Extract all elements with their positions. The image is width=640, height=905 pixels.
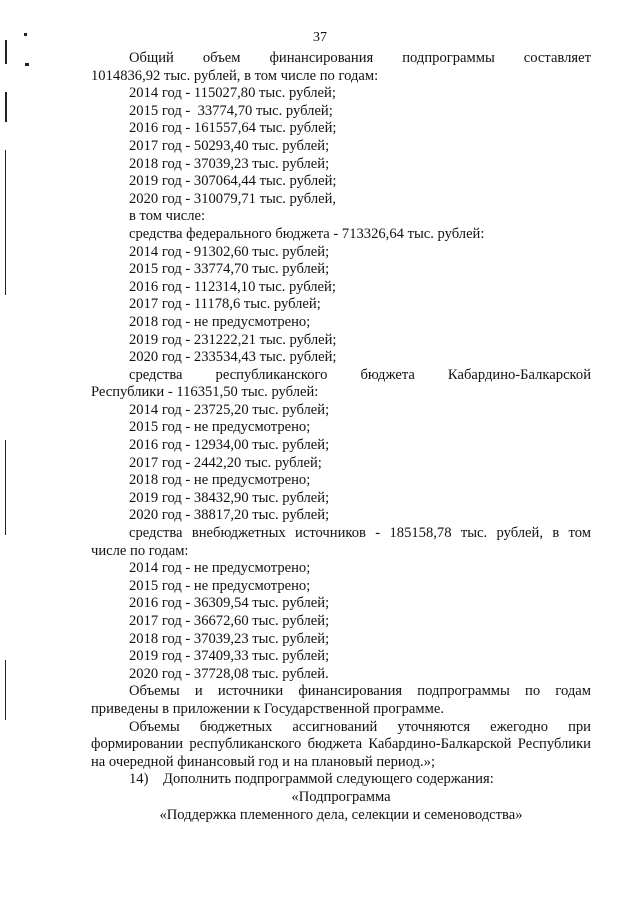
list-item: 2015 год - 33774,70 тыс. рублей;	[129, 261, 330, 278]
list-item: 2014 год - 23725,20 тыс. рублей;	[129, 401, 330, 418]
paragraph-budget-allocations: Объемы бюджетных ассигнований уточняются ежегодно при формировании республиканского бюджета Кабардино-Балкарской Республики на очередной финансовый год и на плановый период.»;	[91, 718, 591, 770]
list-item: 2015 год - не предусмотрено;	[129, 419, 311, 436]
list-item: 2016 год - 36309,54 тыс. рублей;	[129, 595, 330, 612]
republican-heading: Республики - 116351,50 тыс. рублей:	[91, 384, 319, 401]
list-item: 2020 год - 38817,20 тыс. рублей;	[129, 507, 330, 524]
list-item: 2014 год - 115027,80 тыс. рублей;	[129, 85, 336, 102]
item-14: 14) Дополнить подпрограммой следующего содержания:	[129, 771, 494, 788]
list-item: 2019 год - 307064,44 тыс. рублей;	[129, 173, 337, 190]
scan-mark	[5, 92, 7, 122]
list-item: 2014 год - 91302,60 тыс. рублей;	[129, 243, 330, 260]
extrabudgetary-list	[91, 560, 591, 683]
republican-heading: средства республиканского бюджета Кабардино-Балкарской	[129, 366, 591, 383]
list-item: 2020 год - 233534,43 тыс. рублей;	[129, 349, 337, 366]
list-item: 2018 год - 37039,23 тыс. рублей;	[129, 155, 330, 172]
list-item: 2015 год - не предусмотрено;	[129, 577, 311, 594]
list-item: 2014 год - не предусмотрено;	[129, 560, 311, 577]
including-label: в том числе:	[129, 208, 206, 225]
list-item: 2018 год - не предусмотрено;	[129, 472, 311, 489]
list-item: 2019 год - 231222,21 тыс. рублей;	[129, 331, 337, 348]
intro-line: 1014836,92 тыс. рублей, в том числе по годам:	[91, 67, 379, 84]
list-item: 2019 год - 37409,33 тыс. рублей;	[129, 648, 330, 665]
page-number: 37	[313, 30, 327, 45]
list-item: 2016 год - 112314,10 тыс. рублей;	[129, 278, 336, 295]
federal-list	[91, 244, 591, 367]
total-by-year-list	[91, 85, 591, 208]
list-item: 2018 год - не предусмотрено;	[129, 313, 311, 330]
subprogram-label: «Подпрограмма	[291, 788, 391, 805]
list-item: 2020 год - 310079,71 тыс. рублей,	[129, 190, 337, 207]
intro-line: Общий объем финансирования подпрограммы составляет	[129, 50, 591, 66]
federal-heading: средства федерального бюджета - 713326,64 тыс. рублей:	[129, 225, 485, 242]
subprogram-title: «Поддержка племенного дела, селекции и семеноводства»	[159, 806, 523, 823]
list-item: 2019 год - 38432,90 тыс. рублей;	[129, 489, 330, 506]
paragraph-financing-volumes: Объемы и источники финансирования подпрограммы по годам приведены в приложении к Государственной программе.	[91, 683, 591, 717]
document-body	[91, 50, 591, 824]
list-item: 2017 год - 11178,6 тыс. рублей;	[129, 296, 321, 313]
list-item: 2016 год - 161557,64 тыс. рублей;	[129, 120, 337, 137]
scan-mark	[5, 150, 6, 295]
scan-mark	[5, 660, 6, 720]
extrabudgetary-heading: средства внебюджетных источников - 185158,78 тыс. рублей, в том	[129, 525, 591, 542]
scan-mark	[25, 63, 29, 66]
scan-mark	[24, 33, 27, 36]
list-item: 2017 год - 36672,60 тыс. рублей;	[129, 613, 330, 629]
list-item: 2016 год - 12934,00 тыс. рублей;	[129, 437, 330, 454]
scan-mark	[5, 40, 7, 64]
list-item: 2017 год - 50293,40 тыс. рублей;	[129, 137, 330, 154]
republican-list	[91, 402, 591, 525]
list-item: 2020 год - 37728,08 тыс. рублей.	[129, 665, 329, 682]
scan-mark	[5, 440, 6, 535]
list-item: 2018 год - 37039,23 тыс. рублей;	[129, 630, 330, 647]
list-item: 2017 год - 2442,20 тыс. рублей;	[129, 454, 322, 471]
extrabudgetary-heading: числе по годам:	[91, 542, 189, 559]
list-item: 2015 год - 33774,70 тыс. рублей;	[129, 102, 333, 119]
